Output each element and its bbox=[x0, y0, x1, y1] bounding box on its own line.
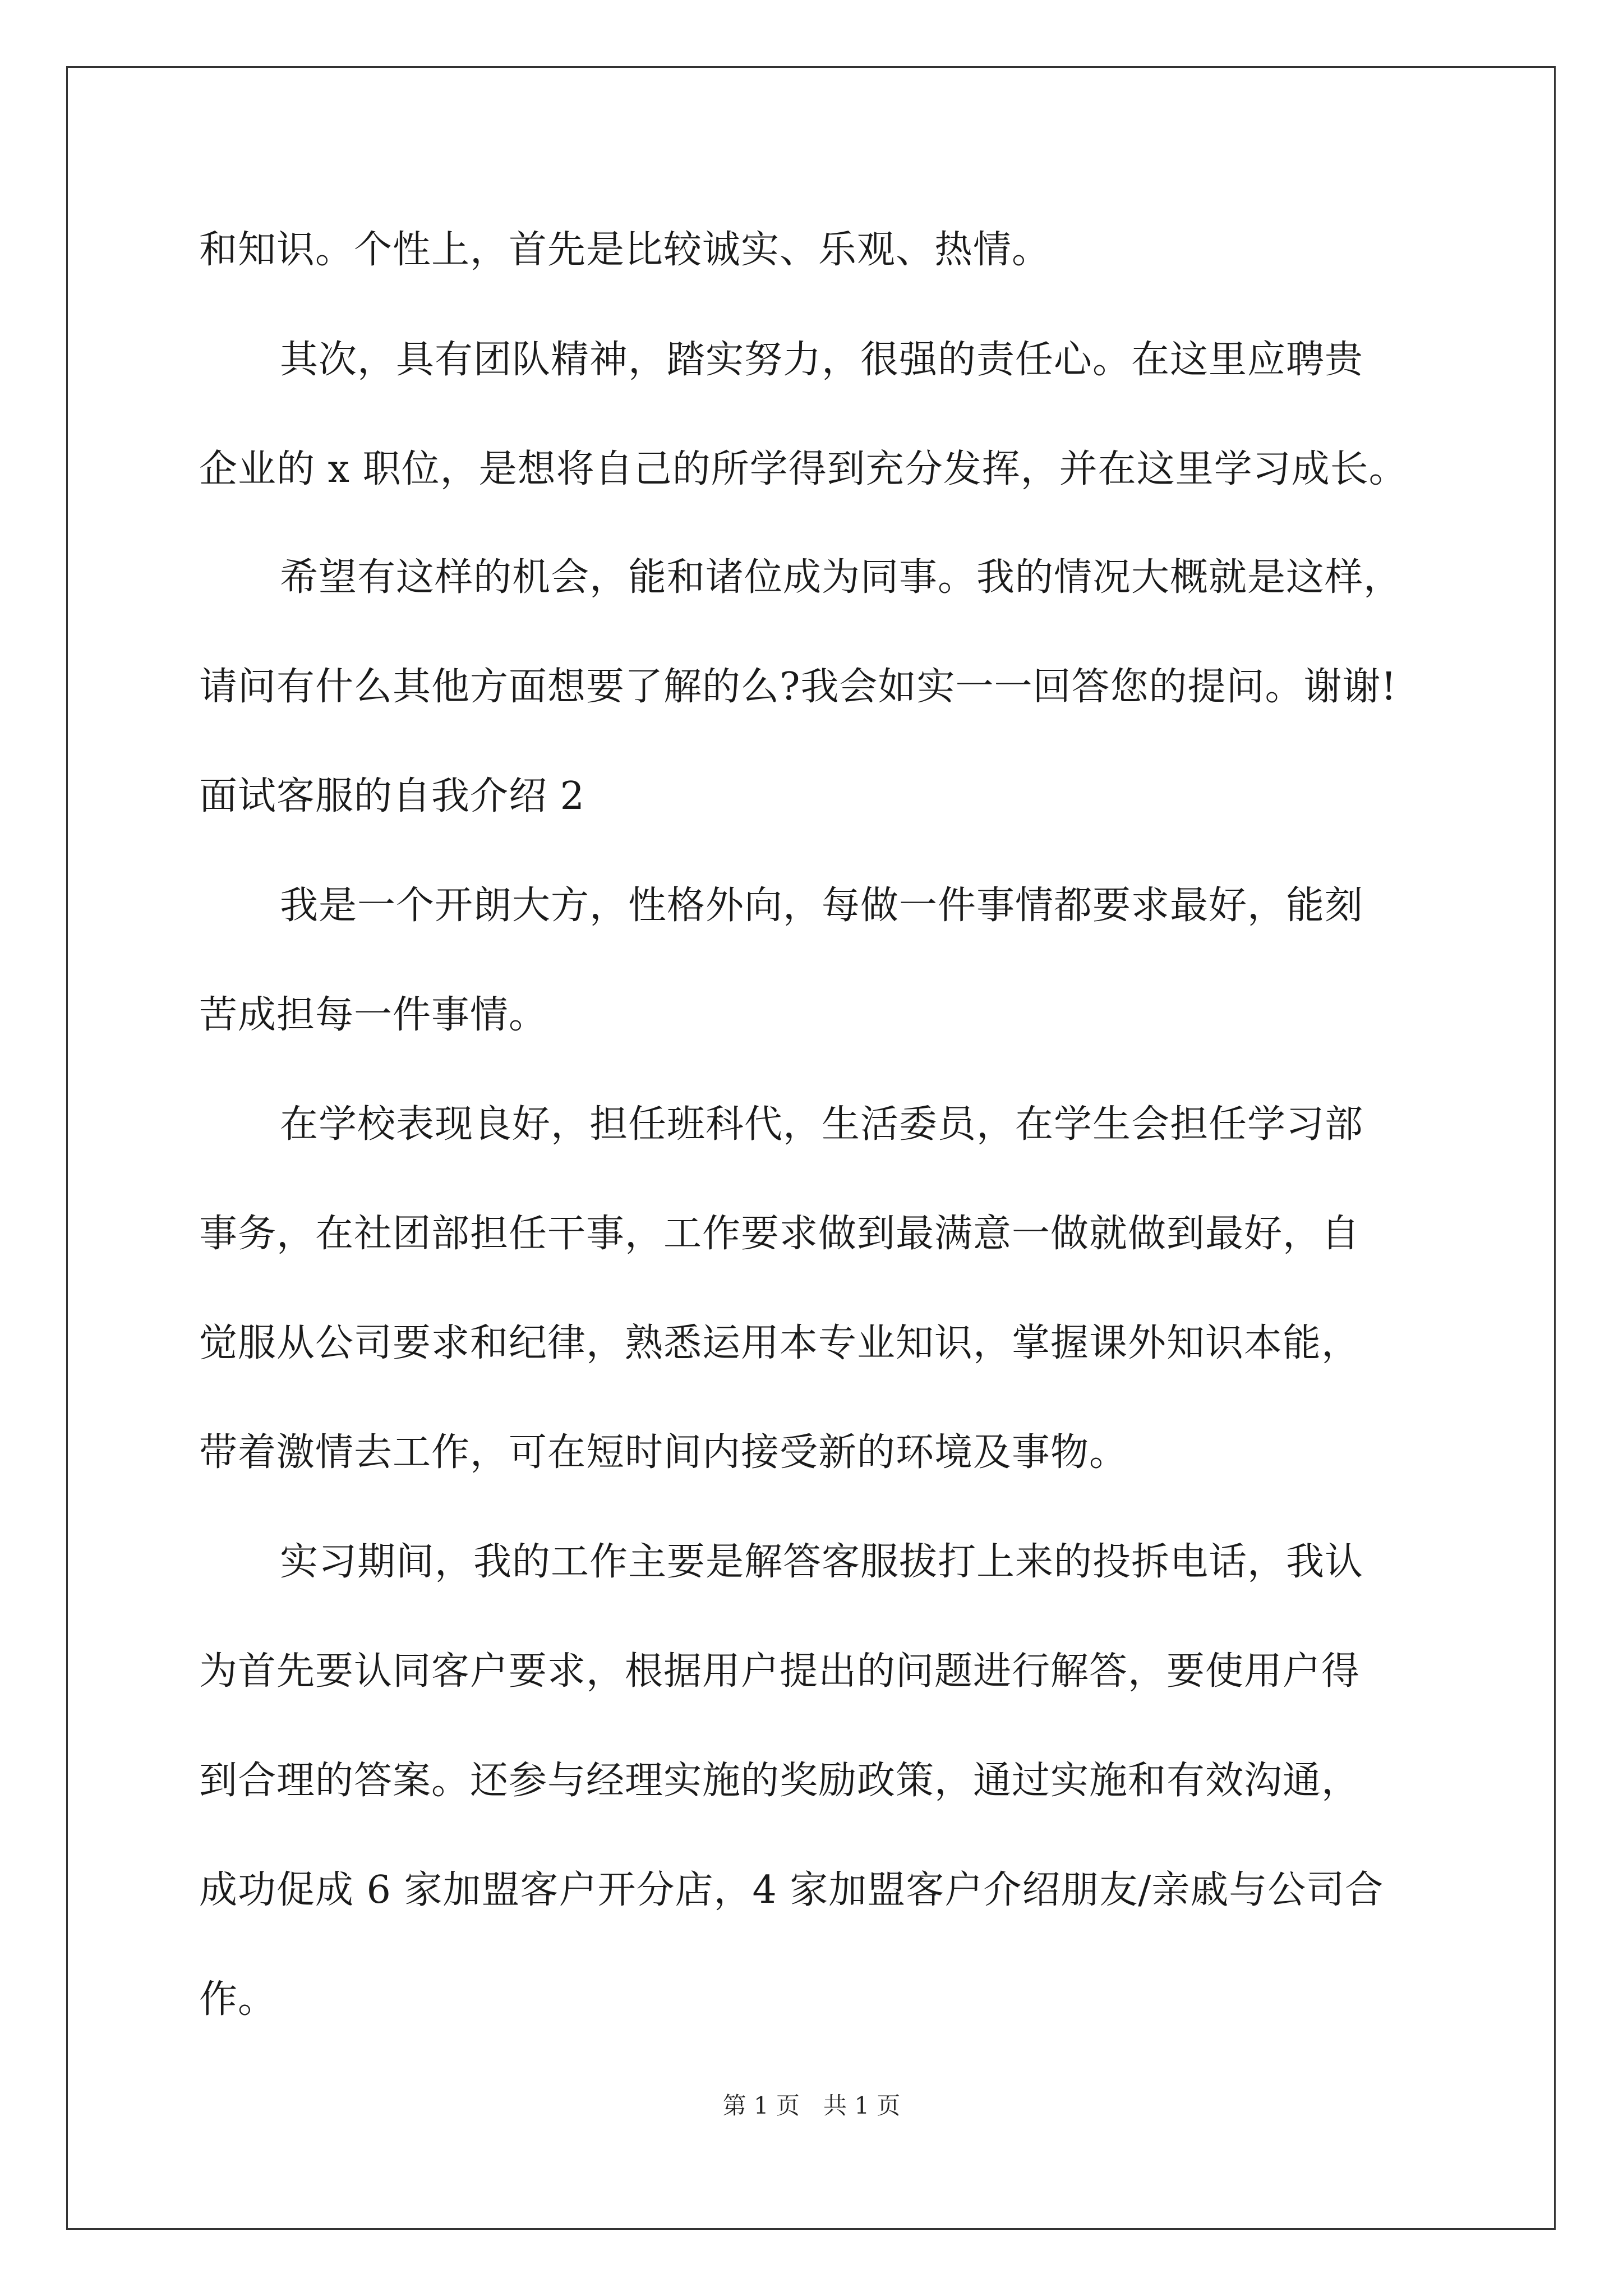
paragraph-line: 企业的 x 职位，是想将自己的所学得到充分发挥，并在这里学习成长。 bbox=[199, 447, 1408, 491]
paragraph-line: 觉服从公司要求和纪律，熟悉运用本专业知识，掌握课外知识本能， bbox=[199, 1321, 1361, 1365]
paragraph-line: 实习期间，我的工作主要是解答客服拔打上来的投拆电话，我认 bbox=[280, 1540, 1364, 1584]
paragraph-line: 和知识。个性上，首先是比较诚实、乐观、热情。 bbox=[199, 228, 1051, 272]
page-number-footer: 第 1 页 共 1 页 bbox=[722, 2092, 901, 2119]
paragraph-line: 成功促成 6 家加盟客户开分店，4 家加盟客户介绍朋友/亲戚与公司合 bbox=[199, 1868, 1384, 1912]
paragraph-line: 到合理的答案。还参与经理实施的奖励政策，通过实施和有效沟通， bbox=[199, 1759, 1361, 1803]
paragraph-line: 事务，在社团部担任干事，工作要求做到最满意一做就做到最好，自 bbox=[199, 1212, 1361, 1256]
paragraph-line: 其次，具有团队精神，踏实努力，很强的责任心。在这里应聘贵 bbox=[280, 338, 1364, 382]
paragraph-line: 请问有什么其他方面想要了解的么?我会如实一一回答您的提问。谢谢! bbox=[199, 665, 1397, 709]
paragraph-line: 我是一个开朗大方，性格外向，每做一件事情都要求最好，能刻 bbox=[280, 884, 1364, 928]
paragraph-line: 苦成担每一件事情。 bbox=[199, 993, 548, 1037]
paragraph-line: 作。 bbox=[199, 1977, 277, 2022]
section-heading: 面试客服的自我介绍 2 bbox=[199, 774, 585, 818]
paragraph-line: 在学校表现良好，担任班科代，生活委员，在学生会担任学习部 bbox=[280, 1102, 1364, 1147]
paragraph-line: 带着激情去工作，可在短时间内接受新的环境及事物。 bbox=[199, 1430, 1128, 1475]
paragraph-line: 为首先要认同客户要求，根据用户提出的问题进行解答，要使用户得 bbox=[199, 1649, 1361, 1694]
paragraph-line: 希望有这样的机会，能和诸位成为同事。我的情况大概就是这样， bbox=[280, 555, 1403, 600]
